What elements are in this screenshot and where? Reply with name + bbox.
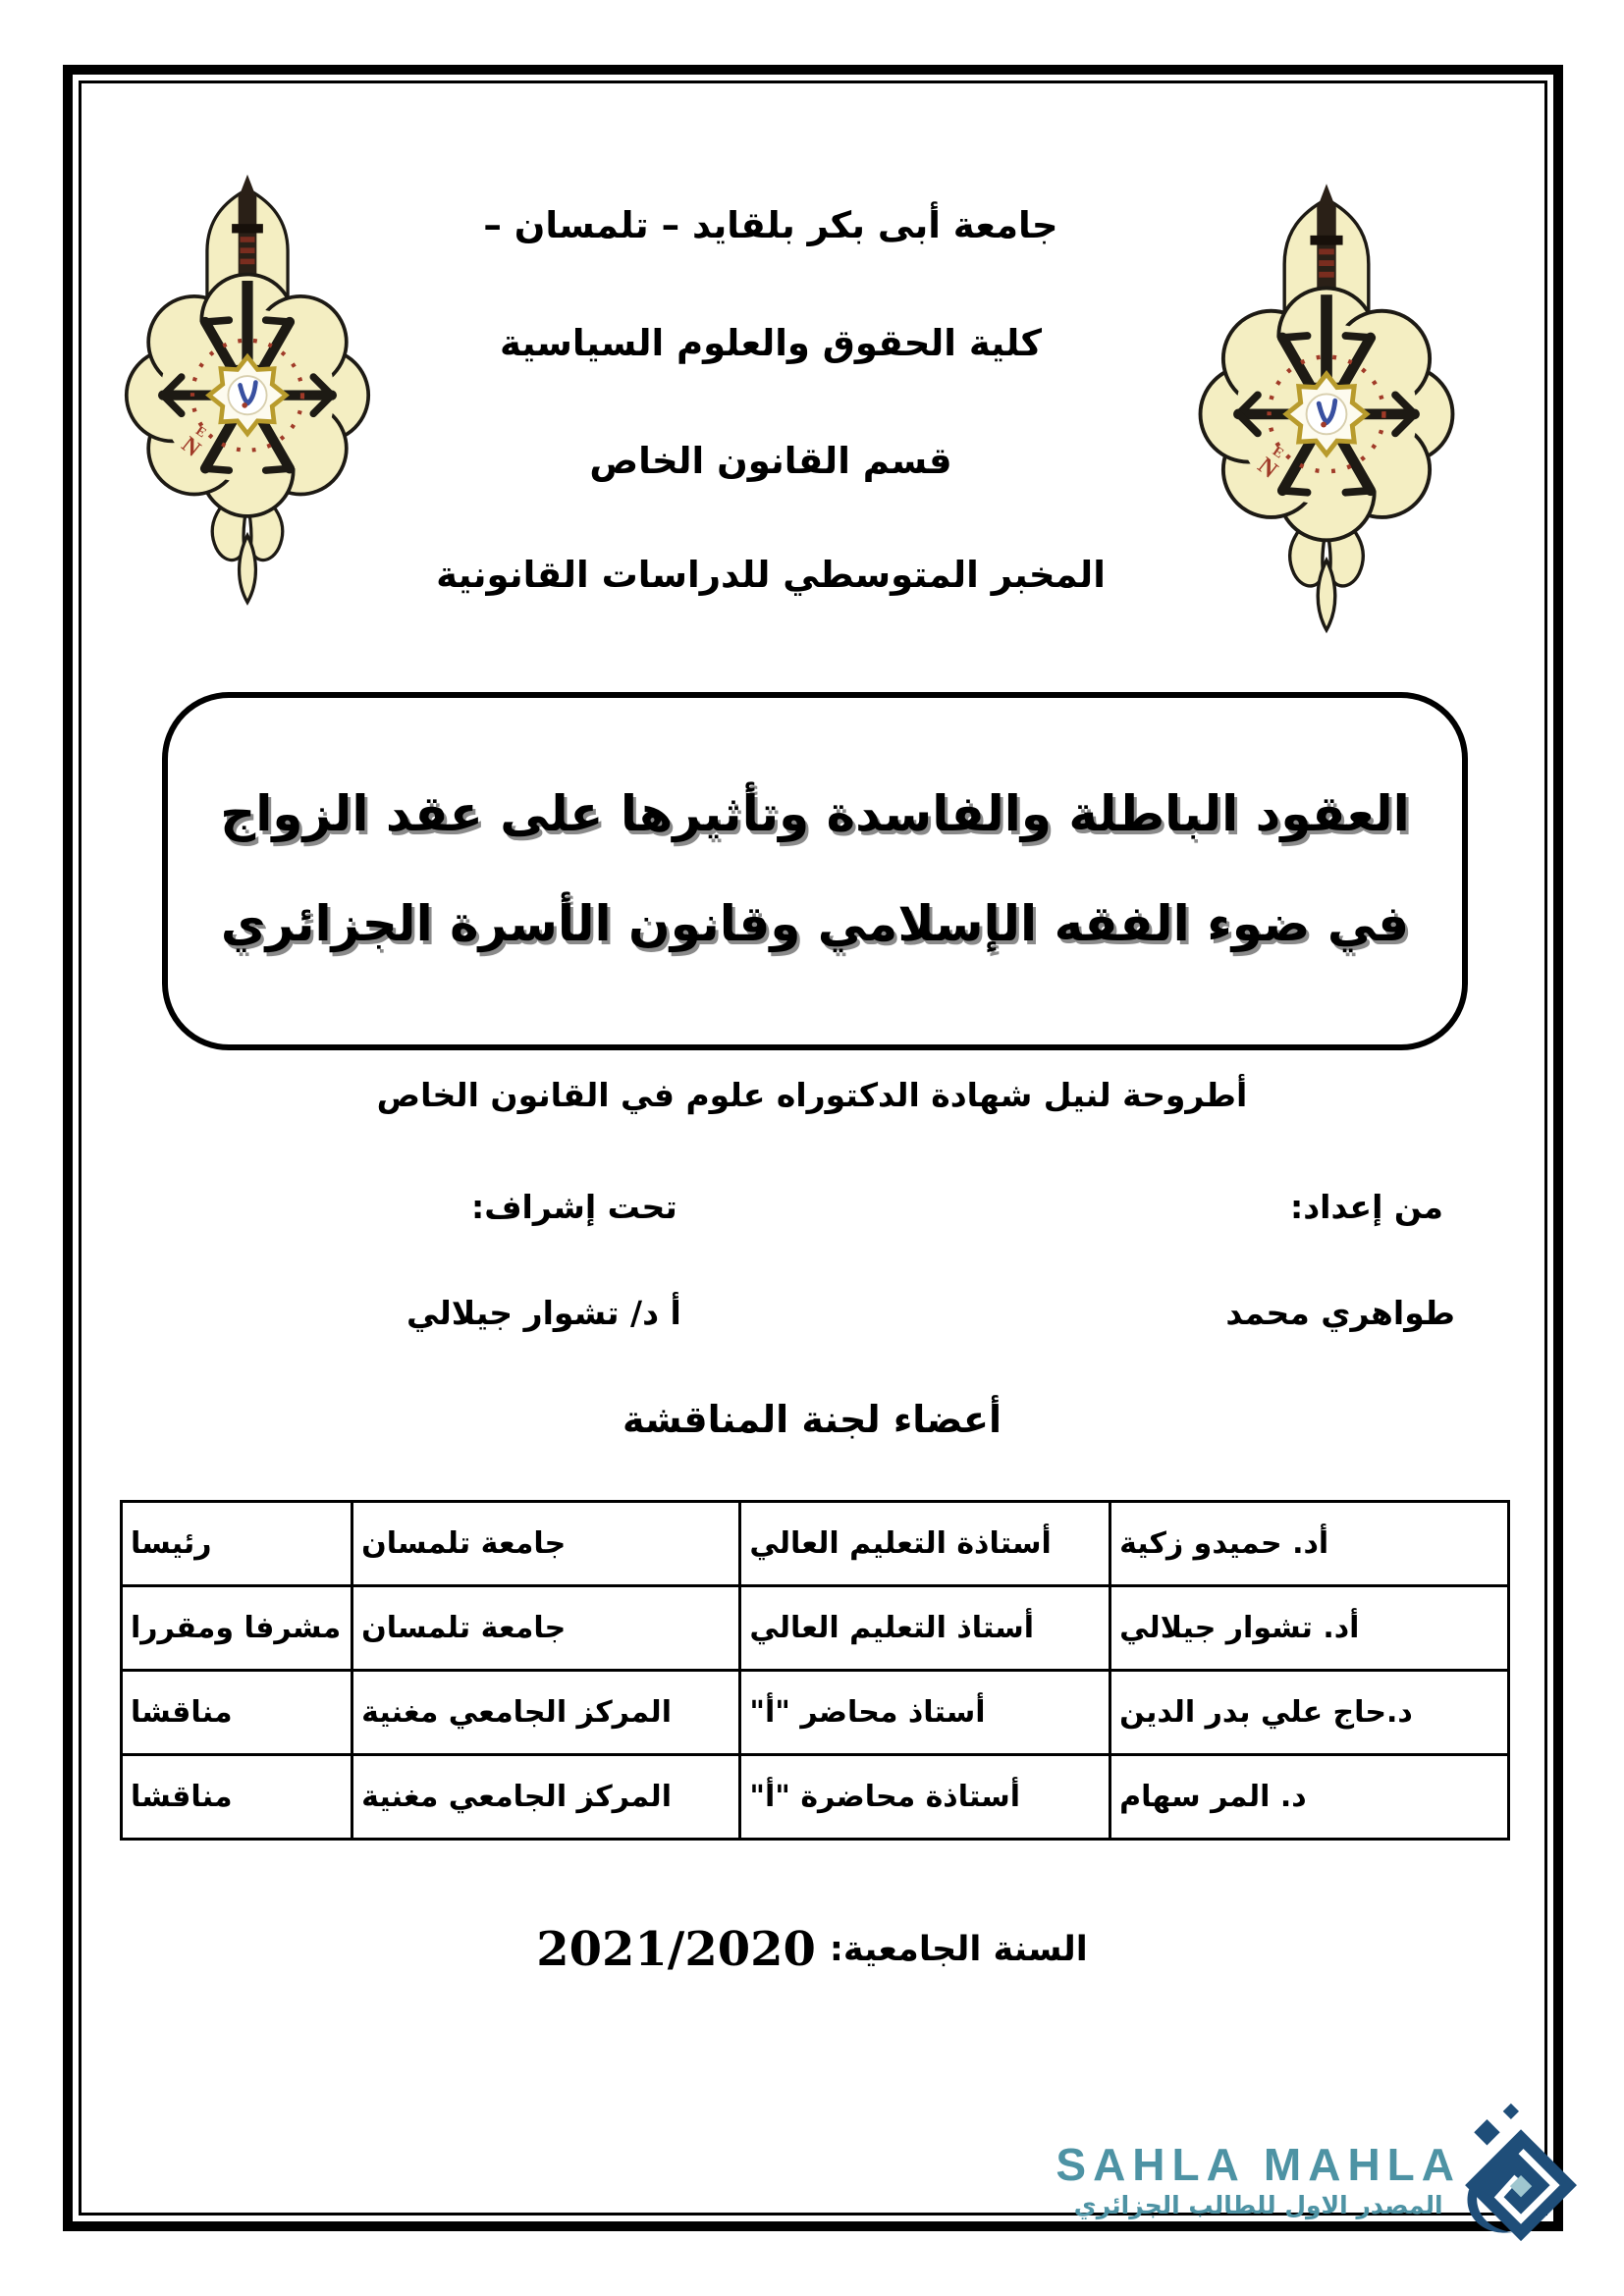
faculty-name: كلية الحقوق والعلوم السياسية [500, 322, 1042, 364]
member-name-cell: د.حاج علي بدر الدين [1110, 1671, 1509, 1755]
member-role-cell: مشرفا ومقررا [122, 1586, 352, 1671]
thesis-title-line1: العقود الباطلة والفاسدة وتأثيرها على عقد الزواج [220, 785, 1410, 842]
laboratory-name: المخبر المتوسطي للدراسات القانونية [436, 554, 1106, 596]
member-rank-cell: أستاذة التعليم العالي [740, 1502, 1110, 1586]
department-name: قسم القانون الخاص [589, 440, 952, 482]
academic-year-label: السنة الجامعية: [829, 1930, 1088, 1969]
member-institution-cell: جامعة تلمسان [352, 1586, 740, 1671]
member-role-cell: رئيسا [122, 1502, 352, 1586]
university-tlemcen-logo-right [1183, 175, 1470, 644]
committee-heading: أعضاء لجنة المناقشة [623, 1398, 1001, 1441]
member-institution-cell: المركز الجامعي مغنية [352, 1671, 740, 1755]
thesis-title-line2: في ضوء الفقه الإسلامي وقانون الأسرة الجزائري [220, 895, 1410, 952]
sahla-mahla-calligraphy-icon [1459, 2097, 1579, 2258]
sahla-mahla-brand: SAHLA MAHLA [1056, 2139, 1461, 2190]
member-role-cell: مناقشا [122, 1671, 352, 1755]
preparer-label: من إعداد: [1290, 1188, 1443, 1226]
member-rank-cell: أستاذ محاضر "أ" [740, 1671, 1110, 1755]
member-rank-cell: أستاذ التعليم العالي [740, 1586, 1110, 1671]
member-rank-cell: أستاذة محاضرة "أ" [740, 1755, 1110, 1840]
thesis-title-box [162, 692, 1468, 1050]
university-tlemcen-logo-left [110, 165, 385, 616]
committee-row [122, 1586, 1509, 1671]
academic-year-value: 2021/2020 [536, 1922, 816, 1977]
committee-row [122, 1502, 1509, 1586]
member-name-cell: أد. حميدو زكية [1110, 1502, 1509, 1586]
committee-row [122, 1671, 1509, 1755]
sahla-mahla-tagline: المصدر الاول للطالب الجزائري [1073, 2191, 1443, 2219]
member-name-cell: د. المر سهام [1110, 1755, 1509, 1840]
committee-table [120, 1500, 1510, 1841]
committee-row [122, 1755, 1509, 1840]
member-institution-cell: جامعة تلمسان [352, 1502, 740, 1586]
supervisor-label: تحت إشراف: [471, 1188, 677, 1226]
supervisor-name: أ د/ تشوار جيلالي [406, 1294, 681, 1332]
member-role-cell: مناقشا [122, 1755, 352, 1840]
member-institution-cell: المركز الجامعي مغنية [352, 1755, 740, 1840]
sahla-mahla-watermark [1056, 2140, 1461, 2219]
thesis-degree-subtitle: أطروحة لنيل شهادة الدكتوراه علوم في القانون الخاص [376, 1076, 1248, 1114]
member-name-cell: أد. تشوار جيلالي [1110, 1586, 1509, 1671]
university-name: جامعة أبى بكر بلقايد – تلمسان – [483, 204, 1058, 246]
preparer-name: طواهري محمد [1225, 1294, 1455, 1332]
academic-year-line [0, 1922, 1624, 1977]
